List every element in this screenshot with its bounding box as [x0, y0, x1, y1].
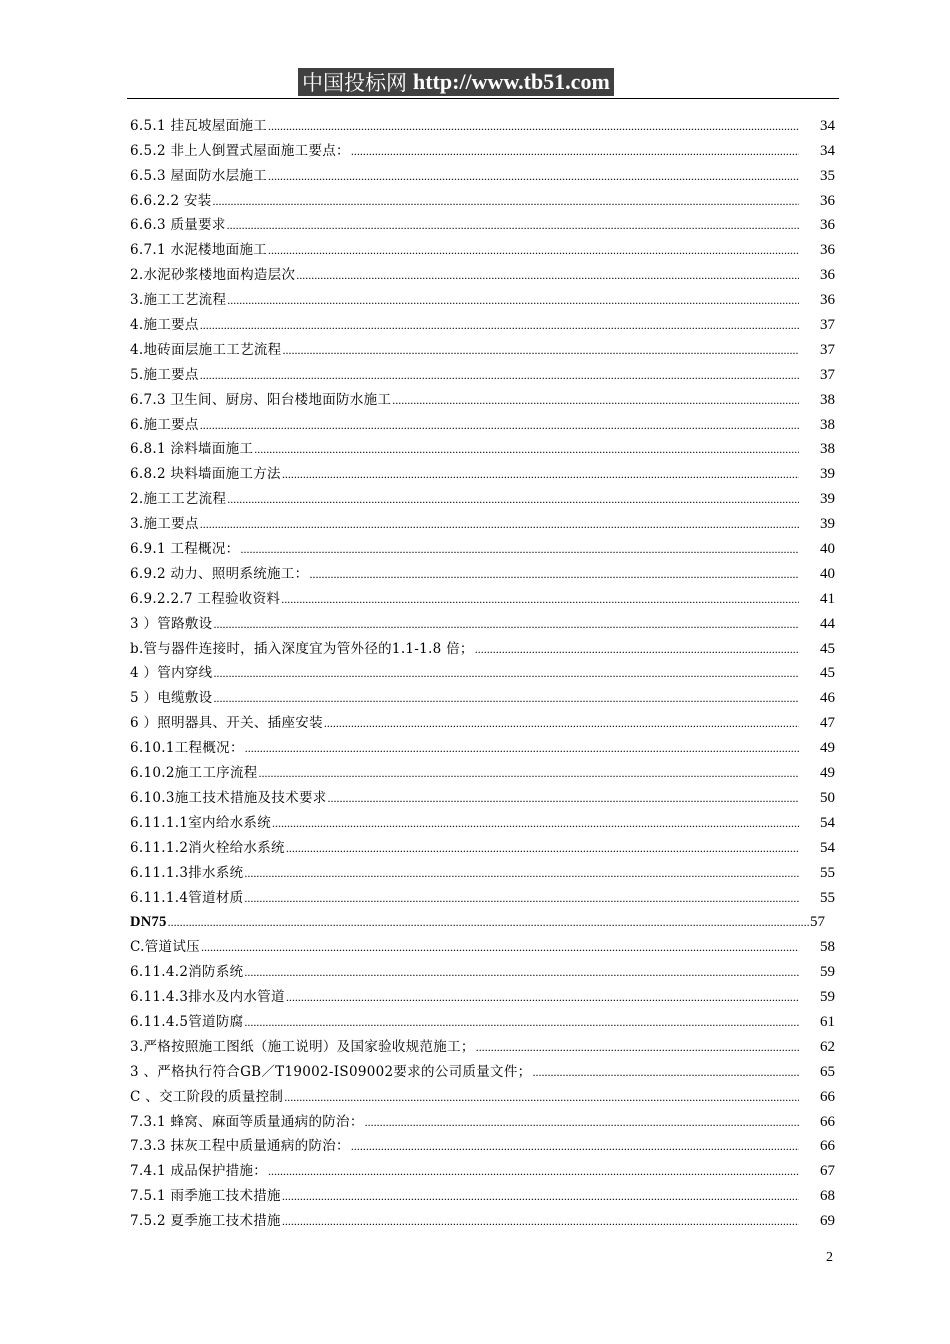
toc-dot-leader	[284, 1088, 799, 1106]
toc-entry-page: 37	[820, 317, 835, 334]
toc-entry-title: 7.3.1 蜂窝、麻面等质量通病的防治：	[130, 1113, 364, 1130]
toc-entry[interactable]	[130, 558, 835, 583]
toc-entry-title: 7.5.1 雨季施工技术措施	[130, 1188, 281, 1205]
toc-entry-title: 3 、严格执行符合GB／T19002-IS09002要求的公司质量文件；	[130, 1063, 532, 1080]
toc-dot-leader	[201, 938, 799, 956]
toc-dot-leader	[240, 540, 799, 558]
toc-dot-leader	[268, 117, 799, 135]
toc-entry[interactable]	[130, 508, 835, 533]
toc-entry-title: 6.11.1.4管道材质	[130, 889, 244, 906]
toc-entry[interactable]	[130, 1106, 835, 1131]
toc-entry-page: 46	[820, 690, 835, 707]
site-banner	[298, 68, 614, 96]
toc-dot-leader	[365, 1113, 799, 1131]
toc-dot-leader	[309, 565, 799, 583]
toc-entry-page: 59	[820, 989, 835, 1006]
toc-dot-leader	[286, 988, 799, 1006]
toc-entry[interactable]	[130, 334, 835, 359]
toc-entry-page: 36	[820, 292, 835, 309]
toc-entry-title: 6.5.3 屋面防水层施工	[130, 167, 268, 184]
toc-entry[interactable]	[130, 1205, 835, 1230]
toc-dot-leader	[282, 341, 799, 359]
toc-entry[interactable]	[130, 807, 835, 832]
toc-entry-page: 69	[820, 1213, 835, 1230]
toc-entry-page: 54	[820, 814, 835, 831]
toc-entry[interactable]	[130, 832, 835, 857]
toc-entry[interactable]	[130, 757, 835, 782]
toc-dot-leader	[244, 889, 799, 907]
toc-entry-page: 65	[820, 1063, 835, 1080]
toc-entry-title: 6.11.1.1室内给水系统	[130, 814, 272, 831]
toc-entry-page: 62	[820, 1038, 835, 1055]
toc-dot-leader	[213, 664, 799, 682]
toc-entry[interactable]	[130, 956, 835, 981]
toc-entry-page: 58	[820, 939, 835, 956]
toc-entry-title: 6.10.3施工技术措施及技术要求	[130, 789, 327, 806]
site-url[interactable]: http://www.tb51.com	[413, 69, 610, 94]
toc-entry[interactable]	[130, 160, 835, 185]
toc-entry-title: 3.严格按照施工图纸（施工说明）及国家验收规范施工；	[130, 1038, 475, 1055]
toc-entry[interactable]	[130, 682, 835, 707]
toc-dot-leader	[213, 192, 799, 210]
toc-entry-title: 3.施工要点	[130, 516, 199, 533]
page-number: 2	[826, 1250, 833, 1265]
toc-entry-title: 4.施工要点	[130, 317, 199, 334]
toc-entry[interactable]	[130, 707, 835, 732]
toc-entry[interactable]	[130, 1031, 835, 1056]
toc-entry-page: 49	[820, 740, 835, 757]
toc-entry[interactable]	[130, 483, 835, 508]
toc-entry[interactable]	[130, 409, 835, 434]
toc-entry-page: 34	[820, 117, 835, 134]
toc-entry-title: 6.5.2 非上人倒置式屋面施工要点：	[130, 142, 350, 159]
toc-entry-title: 2.施工工艺流程	[130, 491, 227, 508]
toc-entry[interactable]	[130, 732, 835, 757]
table-of-contents	[130, 110, 835, 1230]
toc-entry-title: 2.水泥砂浆楼地面构造层次	[130, 267, 296, 284]
toc-dot-leader	[351, 142, 799, 160]
toc-entry-page: 36	[820, 267, 835, 284]
toc-dot-leader	[244, 1013, 799, 1031]
toc-entry-title: 6.11.1.2消火栓给水系统	[130, 839, 285, 856]
toc-entry-page: 45	[820, 665, 835, 682]
toc-entry-page: 39	[820, 491, 835, 508]
toc-entry[interactable]	[130, 135, 835, 160]
toc-dot-leader	[282, 1187, 799, 1205]
toc-dot-leader	[324, 714, 799, 732]
toc-entry-title: C.管道试压	[130, 939, 200, 956]
toc-dot-leader	[200, 416, 799, 434]
toc-entry[interactable]	[130, 608, 835, 633]
toc-entry-page: 40	[820, 565, 835, 582]
toc-entry[interactable]	[130, 359, 835, 384]
toc-entry-page: 34	[820, 142, 835, 159]
toc-entry[interactable]	[130, 185, 835, 210]
toc-entry-page: 68	[820, 1188, 835, 1205]
toc-entry-title: 6.5.1 挂瓦坡屋面施工	[130, 117, 268, 134]
toc-entry-title: 6.6.2.2 安装	[130, 192, 212, 209]
toc-entry-page: 36	[820, 242, 835, 259]
toc-entry-page: 66	[820, 1113, 835, 1130]
toc-entry[interactable]	[130, 434, 835, 459]
toc-entry[interactable]	[130, 234, 835, 259]
toc-entry[interactable]	[130, 882, 835, 907]
toc-entry[interactable]	[130, 782, 835, 807]
toc-dot-leader	[227, 490, 799, 508]
toc-entry[interactable]	[130, 1006, 835, 1031]
toc-entry[interactable]	[130, 533, 835, 558]
toc-entry-title: 3 ）管路敷设	[130, 615, 213, 632]
toc-dot-leader	[282, 1212, 799, 1230]
toc-entry-title: b.管与器件连接时，插入深度宜为管外径的1.1-1.8 倍；	[130, 640, 474, 657]
toc-entry-page: 35	[820, 167, 835, 184]
toc-dot-leader	[200, 366, 799, 384]
toc-entry-title: 6.10.2施工工序流程	[130, 765, 258, 782]
toc-entry-page: 40	[820, 541, 835, 558]
toc-entry[interactable]	[130, 1056, 835, 1081]
toc-dot-leader	[213, 615, 799, 633]
toc-dot-leader	[227, 216, 799, 234]
toc-entry-page: 61	[820, 1013, 835, 1030]
toc-entry-page: 47	[820, 715, 835, 732]
toc-entry[interactable]	[130, 907, 835, 932]
toc-dot-leader	[254, 440, 799, 458]
toc-entry-title: 4.地砖面层施工工艺流程	[130, 341, 282, 358]
toc-entry-title: 6.8.2 块料墙面施工方法	[130, 466, 281, 483]
toc-dot-leader	[227, 291, 799, 309]
toc-entry-page: 50	[820, 789, 835, 806]
toc-entry-title: 6.8.1 涂料墙面施工	[130, 441, 254, 458]
toc-entry-title: 6.10.1工程概况：	[130, 740, 244, 757]
toc-entry-title: 7.5.2 夏季施工技术措施	[130, 1213, 281, 1230]
toc-dot-leader	[328, 789, 799, 807]
toc-dot-leader	[245, 739, 799, 757]
toc-dot-leader	[351, 1137, 799, 1155]
toc-entry[interactable]	[130, 110, 835, 135]
toc-entry-page: 37	[820, 366, 835, 383]
toc-entry[interactable]	[130, 583, 835, 608]
toc-dot-leader	[244, 864, 799, 882]
toc-dot-leader	[272, 814, 799, 832]
toc-entry-title: 6.施工要点	[130, 416, 199, 433]
toc-entry-title: 3.施工工艺流程	[130, 292, 227, 309]
toc-entry-page: 38	[820, 441, 835, 458]
toc-dot-leader	[282, 465, 799, 483]
toc-entry-page: 36	[820, 192, 835, 209]
toc-entry-title: 5 ）电缆敷设	[130, 690, 213, 707]
toc-entry-title: 6.9.2 动力、照明系统施工：	[130, 565, 309, 582]
toc-entry[interactable]	[130, 259, 835, 284]
toc-entry-page: 36	[820, 217, 835, 234]
toc-entry-page: 45	[820, 640, 835, 657]
toc-dot-leader	[213, 689, 799, 707]
toc-dot-leader	[532, 1063, 799, 1081]
toc-dot-leader	[296, 266, 799, 284]
toc-entry[interactable]	[130, 1131, 835, 1156]
toc-entry-title: 6.11.4.2消防系统	[130, 964, 244, 981]
toc-entry-title: 6.11.4.5管道防腐	[130, 1013, 244, 1030]
toc-entry-title: 4 ）管内穿线	[130, 665, 213, 682]
toc-entry-page: 38	[820, 391, 835, 408]
toc-dot-leader	[476, 1038, 799, 1056]
toc-entry-page: 37	[820, 341, 835, 358]
toc-entry-title: 6 ）照明器具、开关、插座安装	[130, 715, 323, 732]
toc-entry[interactable]	[130, 857, 835, 882]
toc-entry-page: 55	[820, 864, 835, 881]
toc-dot-leader	[200, 515, 799, 533]
toc-dot-leader	[281, 590, 799, 608]
toc-entry-page: 39	[820, 466, 835, 483]
toc-entry-title: 6.6.3 质量要求	[130, 217, 226, 234]
toc-entry[interactable]	[130, 1180, 835, 1205]
toc-entry[interactable]	[130, 210, 835, 235]
toc-entry[interactable]	[130, 658, 835, 683]
toc-entry-title: DN75	[130, 914, 167, 931]
toc-entry[interactable]	[130, 384, 835, 409]
toc-entry-title: 6.7.3 卫生间、厨房、阳台楼地面防水施工	[130, 391, 392, 408]
toc-entry-title: C 、交工阶段的质量控制	[130, 1088, 284, 1105]
toc-entry-title: 6.9.1 工程概况：	[130, 541, 240, 558]
toc-entry-page: 38	[820, 416, 835, 433]
toc-dot-leader	[200, 316, 799, 334]
toc-entry-page: 54	[820, 839, 835, 856]
toc-entry-title: 7.3.3 抹灰工程中质量通病的防治：	[130, 1138, 350, 1155]
toc-entry-page: 49	[820, 765, 835, 782]
toc-entry[interactable]	[130, 981, 835, 1006]
toc-entry-page: 39	[820, 516, 835, 533]
toc-entry-title: 6.11.4.3排水及内水管道	[130, 989, 285, 1006]
toc-entry-title: 6.9.2.2.7 工程验收资料	[130, 590, 281, 607]
toc-dot-leader	[268, 167, 799, 185]
toc-entry-page: 57	[810, 914, 825, 931]
toc-entry[interactable]	[130, 931, 835, 956]
toc-entry[interactable]	[130, 309, 835, 334]
toc-dot-leader	[259, 764, 799, 782]
toc-dot-leader	[268, 1162, 799, 1180]
toc-entry-page: 55	[820, 889, 835, 906]
toc-entry-title: 7.4.1 成品保护措施：	[130, 1163, 268, 1180]
toc-dot-leader	[168, 913, 810, 931]
toc-entry-page: 41	[820, 590, 835, 607]
toc-entry-title: 5.施工要点	[130, 366, 199, 383]
toc-entry[interactable]	[130, 458, 835, 483]
toc-entry[interactable]	[130, 284, 835, 309]
toc-entry-page: 67	[820, 1163, 835, 1180]
toc-dot-leader	[392, 391, 799, 409]
toc-entry[interactable]	[130, 1155, 835, 1180]
toc-entry-page: 66	[820, 1088, 835, 1105]
toc-dot-leader	[268, 241, 799, 259]
toc-entry-title: 6.7.1 水泥楼地面施工	[130, 242, 268, 259]
header-rule	[127, 98, 839, 99]
toc-dot-leader	[244, 963, 799, 981]
toc-entry-title: 6.11.1.3排水系统	[130, 864, 244, 881]
toc-entry[interactable]	[130, 633, 835, 658]
toc-entry-page: 44	[820, 615, 835, 632]
toc-entry[interactable]	[130, 1081, 835, 1106]
toc-dot-leader	[286, 839, 799, 857]
site-name: 中国投标网	[302, 71, 407, 95]
toc-entry-page: 59	[820, 964, 835, 981]
toc-dot-leader	[475, 640, 799, 658]
toc-entry-page: 66	[820, 1138, 835, 1155]
